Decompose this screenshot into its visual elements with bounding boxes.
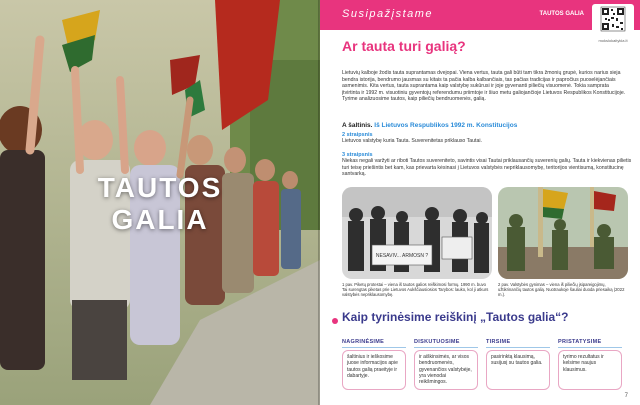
- section-label: Susipažįstame: [342, 8, 434, 20]
- photo2-caption: 2 pav. Valstybės gynimas – viena iš piliečių įsipareigojimų, užtikrinančių tautos galią. Nuotraukoje šauliai duoda priesaiką (2022 m.).: [498, 282, 625, 298]
- stage-line: [414, 347, 478, 348]
- page-number: 7: [624, 393, 628, 399]
- photo1-caption: 1 pav. Piketų protestai – viena iš tautos galios reiškimosi formų. 1990 m. buvo Tai surengtas piketas prie Lietuvos Aukščiausiosios Tarybos: lauko, kol ji atkurs valstybės nepriklausomybę.: [342, 282, 489, 298]
- source-heading: [342, 122, 517, 129]
- stage-label-discuss: DISKUTUOSIME: [414, 339, 460, 345]
- cover-title-line2: GALIA: [111, 204, 209, 235]
- article-2-label: 2 straipsnis: [342, 132, 373, 138]
- article-2-text: Lietuvos valstybę kuria Tauta. Suverenitetas priklauso Tautai.: [342, 138, 482, 145]
- bullet-dot: [332, 318, 338, 324]
- qr-caption: mokslokaitykla.lt: [598, 38, 628, 43]
- article-3-text: Niekas negali varžyti ar riboti Tautos suvereniteto, savintis visai Tautai priklausančių suverenių galių. Tauta ir kiekvienas pilietis turi teisę priešintis bet kam, kas prievarta kėsinasi į Lietuvos valstybės nepriklausomybę, teritorijos vientisumą, konstitucinę santvarką.: [342, 158, 632, 178]
- research-title: Kaip tyrinėsime reiškinį „Tautos galia“?: [342, 310, 569, 324]
- photo-riflemen: [498, 187, 628, 279]
- qr-code-icon: [592, 4, 634, 38]
- source-title: Iš Lietuvos Respublikos 1992 m. Konstitucijos: [374, 122, 518, 129]
- cover-title-line1: TAUTOS: [97, 172, 223, 203]
- article-2: [342, 132, 632, 145]
- article-3: [342, 152, 632, 178]
- article-3-label: 3 straipsnis: [342, 152, 373, 158]
- stage-box-research: pasirinktą klausimą, susijusį su tautos galia.: [486, 350, 550, 390]
- source-prefix: A šaltinis.: [342, 122, 373, 129]
- stage-line: [558, 347, 622, 348]
- stage-label-analyze: NAGRINĖSIME: [342, 339, 385, 345]
- stage-box-discuss: ir aiškinsimės, ar visos bendruomenės, gyvenančios valstybėje, yra vienodai reikšmingos.: [414, 350, 478, 390]
- qr-code[interactable]: [592, 4, 634, 46]
- stage-label-present: PRISTATYSIME: [558, 339, 602, 345]
- intro-paragraph: Lietuvių kalboje žodis tauta suprantamas dvejopai. Viena vertus, tauta gali būti tam tikra žmonių grupė, kurios narius sieja bendra istorija, bendrumo jausmas su kitais ta pačia kalba kalbančiais, tas pačias tradicijas ir papročius puoselėjančiais asmenimis. Kita vertus, tauta suprantama kaip valstybę sukūrusi ir joje gyvenanti piliečių visuomenė. Tokia samprata įtvirtinta ir 1992 m. visuotiniu gyventojų referendumu priimtoje ir šiuo metu galiojančioje Lietuvos Respublikos Konstitucijoje. Tyrime analizuosime tautos, kaip piliečių bendruomenės, galią.: [342, 70, 626, 103]
- stage-line: [486, 347, 550, 348]
- content-page: [320, 0, 640, 405]
- page-title: Ar tauta turi galią?: [342, 38, 466, 54]
- protest-sign-text: NESAVIV... ARMOSN ?: [375, 253, 429, 259]
- topic-label: TAUTOS GALIA: [539, 11, 584, 17]
- photo-protest: [342, 187, 492, 279]
- stage-line: [342, 347, 406, 348]
- stage-box-analyze: šaltinius ir ieškosime juose informacijos apie tautos galią praeityje ir dabartyje.: [342, 350, 406, 390]
- stage-box-present: tyrimo rezultatus ir kelsime naujus klausimus.: [558, 350, 622, 390]
- stage-label-research: TIRSIME: [486, 339, 511, 345]
